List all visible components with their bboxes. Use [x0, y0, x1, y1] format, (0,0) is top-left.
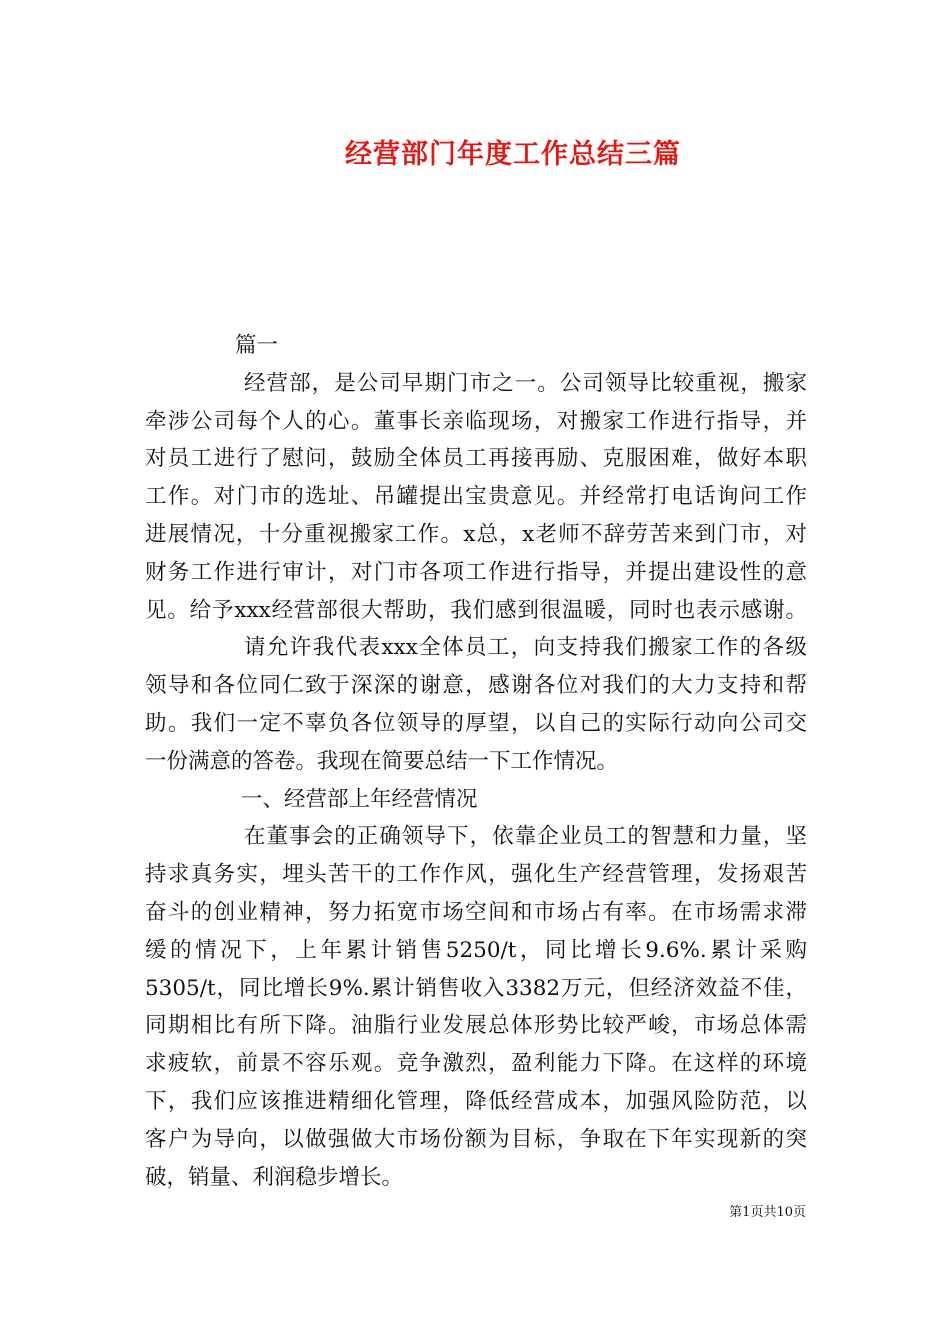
paragraph-line: 见。给予xxx经营部很大帮助，我们感到很温暖，同时也表示感谢。 — [145, 597, 807, 623]
paragraph-1 — [145, 365, 807, 630]
paragraph-line: 牵涉公司每个人的心。董事长亲临现场，对搬家工作进行指导，并 — [145, 408, 807, 434]
paragraph-line: 5305/t，同比增长9%.累计销售收入3382万元，但经济效益不佳， — [145, 975, 807, 1001]
paragraph-line: 请允许我代表xxx全体员工，向支持我们搬家工作的各级 — [244, 635, 807, 661]
paragraph-line: 缓的情况下，上年累计销售5250/t，同比增长9.6%.累计采购 — [145, 937, 807, 963]
section-label: 篇一 — [235, 333, 279, 358]
paragraph-line: 持求真务实，埋头苦干的工作作风，强化生产经营管理，发扬艰苦 — [145, 862, 807, 888]
paragraph-line: 求疲软，前景不容乐观。竞争激烈，盈利能力下降。在这样的环境 — [145, 1051, 807, 1077]
paragraph-line: 经营部，是公司早期门市之一。公司领导比较重视，搬家 — [244, 370, 807, 396]
paragraph-line: 进展情况，十分重视搬家工作。x总，x老师不辞劳苦来到门市，对 — [145, 521, 807, 547]
paragraph-line: 下，我们应该推进精细化管理，降低经营成本，加强风险防范，以 — [145, 1088, 807, 1114]
paragraph-line: 同期相比有所下降。油脂行业发展总体形势比较严峻，市场总体需 — [145, 1013, 807, 1039]
paragraph-line: 财务工作进行审计，对门市各项工作进行指导，并提出建设性的意 — [145, 559, 807, 585]
document-title: 经营部门年度工作总结三篇 — [345, 139, 681, 170]
paragraph-line: 助。我们一定不辜负各位领导的厚望，以自己的实际行动向公司交 — [145, 710, 807, 736]
section-heading: 一、经营部上年经营情况 — [241, 786, 478, 812]
paragraph-line: 破，销量、利润稳步增长。 — [145, 1164, 404, 1190]
paragraph-line: 对员工进行了慰问，鼓励全体员工再接再励、克服困难，做好本职 — [145, 446, 807, 472]
page-number-footer: 第1页共10页 — [729, 1205, 806, 1220]
paragraph-line: 领导和各位同仁致于深深的谢意，感谢各位对我们的大力支持和帮 — [145, 673, 807, 699]
paragraph-line: 工作。对门市的选址、吊罐提出宝贵意见。并经常打电话询问工作 — [145, 484, 807, 510]
paragraph-line: 奋斗的创业精神，努力拓宽市场空间和市场占有率。在市场需求滞 — [145, 899, 807, 925]
paragraph-3 — [145, 818, 807, 1196]
paragraph-2 — [145, 629, 807, 780]
paragraph-line: 一份满意的答卷。我现在简要总结一下工作情况。 — [145, 748, 619, 774]
paragraph-line: 在董事会的正确领导下，依靠企业员工的智慧和力量，坚 — [244, 824, 807, 850]
paragraph-line: 客户为导向，以做强做大市场份额为目标，争取在下年实现新的突 — [145, 1126, 807, 1152]
document-body — [145, 327, 807, 1196]
